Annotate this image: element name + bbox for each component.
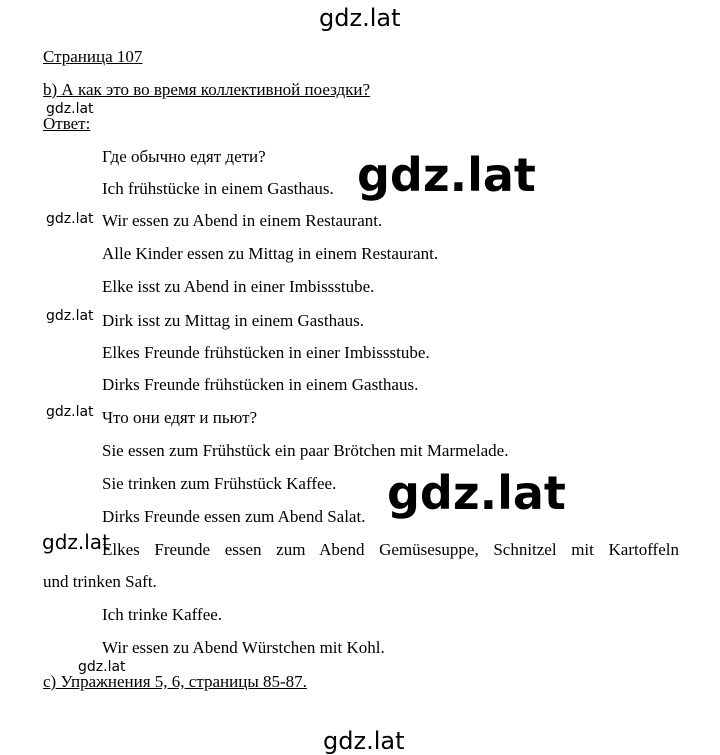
question-b: b) А как это во время коллективной поездки? [43, 80, 371, 99]
answer-line: Elkes Freunde essen zum Abend Gemüsesuppe, Schnitzel mit Kartoffeln [102, 540, 679, 559]
watermark-small: gdz.lat [46, 101, 94, 117]
answer-line: Wir essen zu Abend Würstchen mit Kohl. [102, 638, 385, 657]
watermark-small: gdz.lat [46, 308, 94, 324]
answer-line: Elke isst zu Abend in einer Imbissstube. [102, 277, 375, 296]
watermark-bottom: gdz.lat [323, 727, 405, 755]
watermark-small: gdz.lat [42, 530, 110, 554]
watermark-small: gdz.lat [78, 659, 126, 675]
watermark-top: gdz.lat [319, 4, 401, 32]
answer-line: Sie trinken zum Frühstück Kaffee. [102, 474, 337, 493]
answer-line: Что они едят и пьют? [102, 408, 258, 427]
answer-line: und trinken Saft. [43, 572, 157, 591]
answer-line: Dirks Freunde frühstücken in einem Gasthaus. [102, 375, 419, 394]
answer-line: Dirk isst zu Mittag in einem Gasthaus. [102, 311, 365, 330]
answer-line: Где обычно едят дети? [102, 147, 266, 166]
watermark-small: gdz.lat [46, 211, 94, 227]
answer-line: Ich trinke Kaffee. [102, 605, 223, 624]
answer-line: Alle Kinder essen zu Mittag in einem Restaurant. [102, 244, 439, 263]
watermark-large: gdz.lat [357, 148, 536, 202]
watermark-small: gdz.lat [46, 404, 94, 420]
watermark-large: gdz.lat [387, 466, 566, 520]
page-label: Страница 107 [43, 47, 143, 66]
answer-line: Dirks Freunde essen zum Abend Salat. [102, 507, 366, 526]
answer-label: Ответ: [43, 114, 91, 133]
answer-line: Ich frühstücke in einem Gasthaus. [102, 179, 334, 198]
question-c: c) Упражнения 5, 6, страницы 85-87. [43, 672, 307, 691]
answer-line: Sie essen zum Frühstück ein paar Brötchen mit Marmelade. [102, 441, 509, 460]
answer-line: Wir essen zu Abend in einem Restaurant. [102, 211, 383, 230]
answer-line: Elkes Freunde frühstücken in einer Imbissstube. [102, 343, 430, 362]
